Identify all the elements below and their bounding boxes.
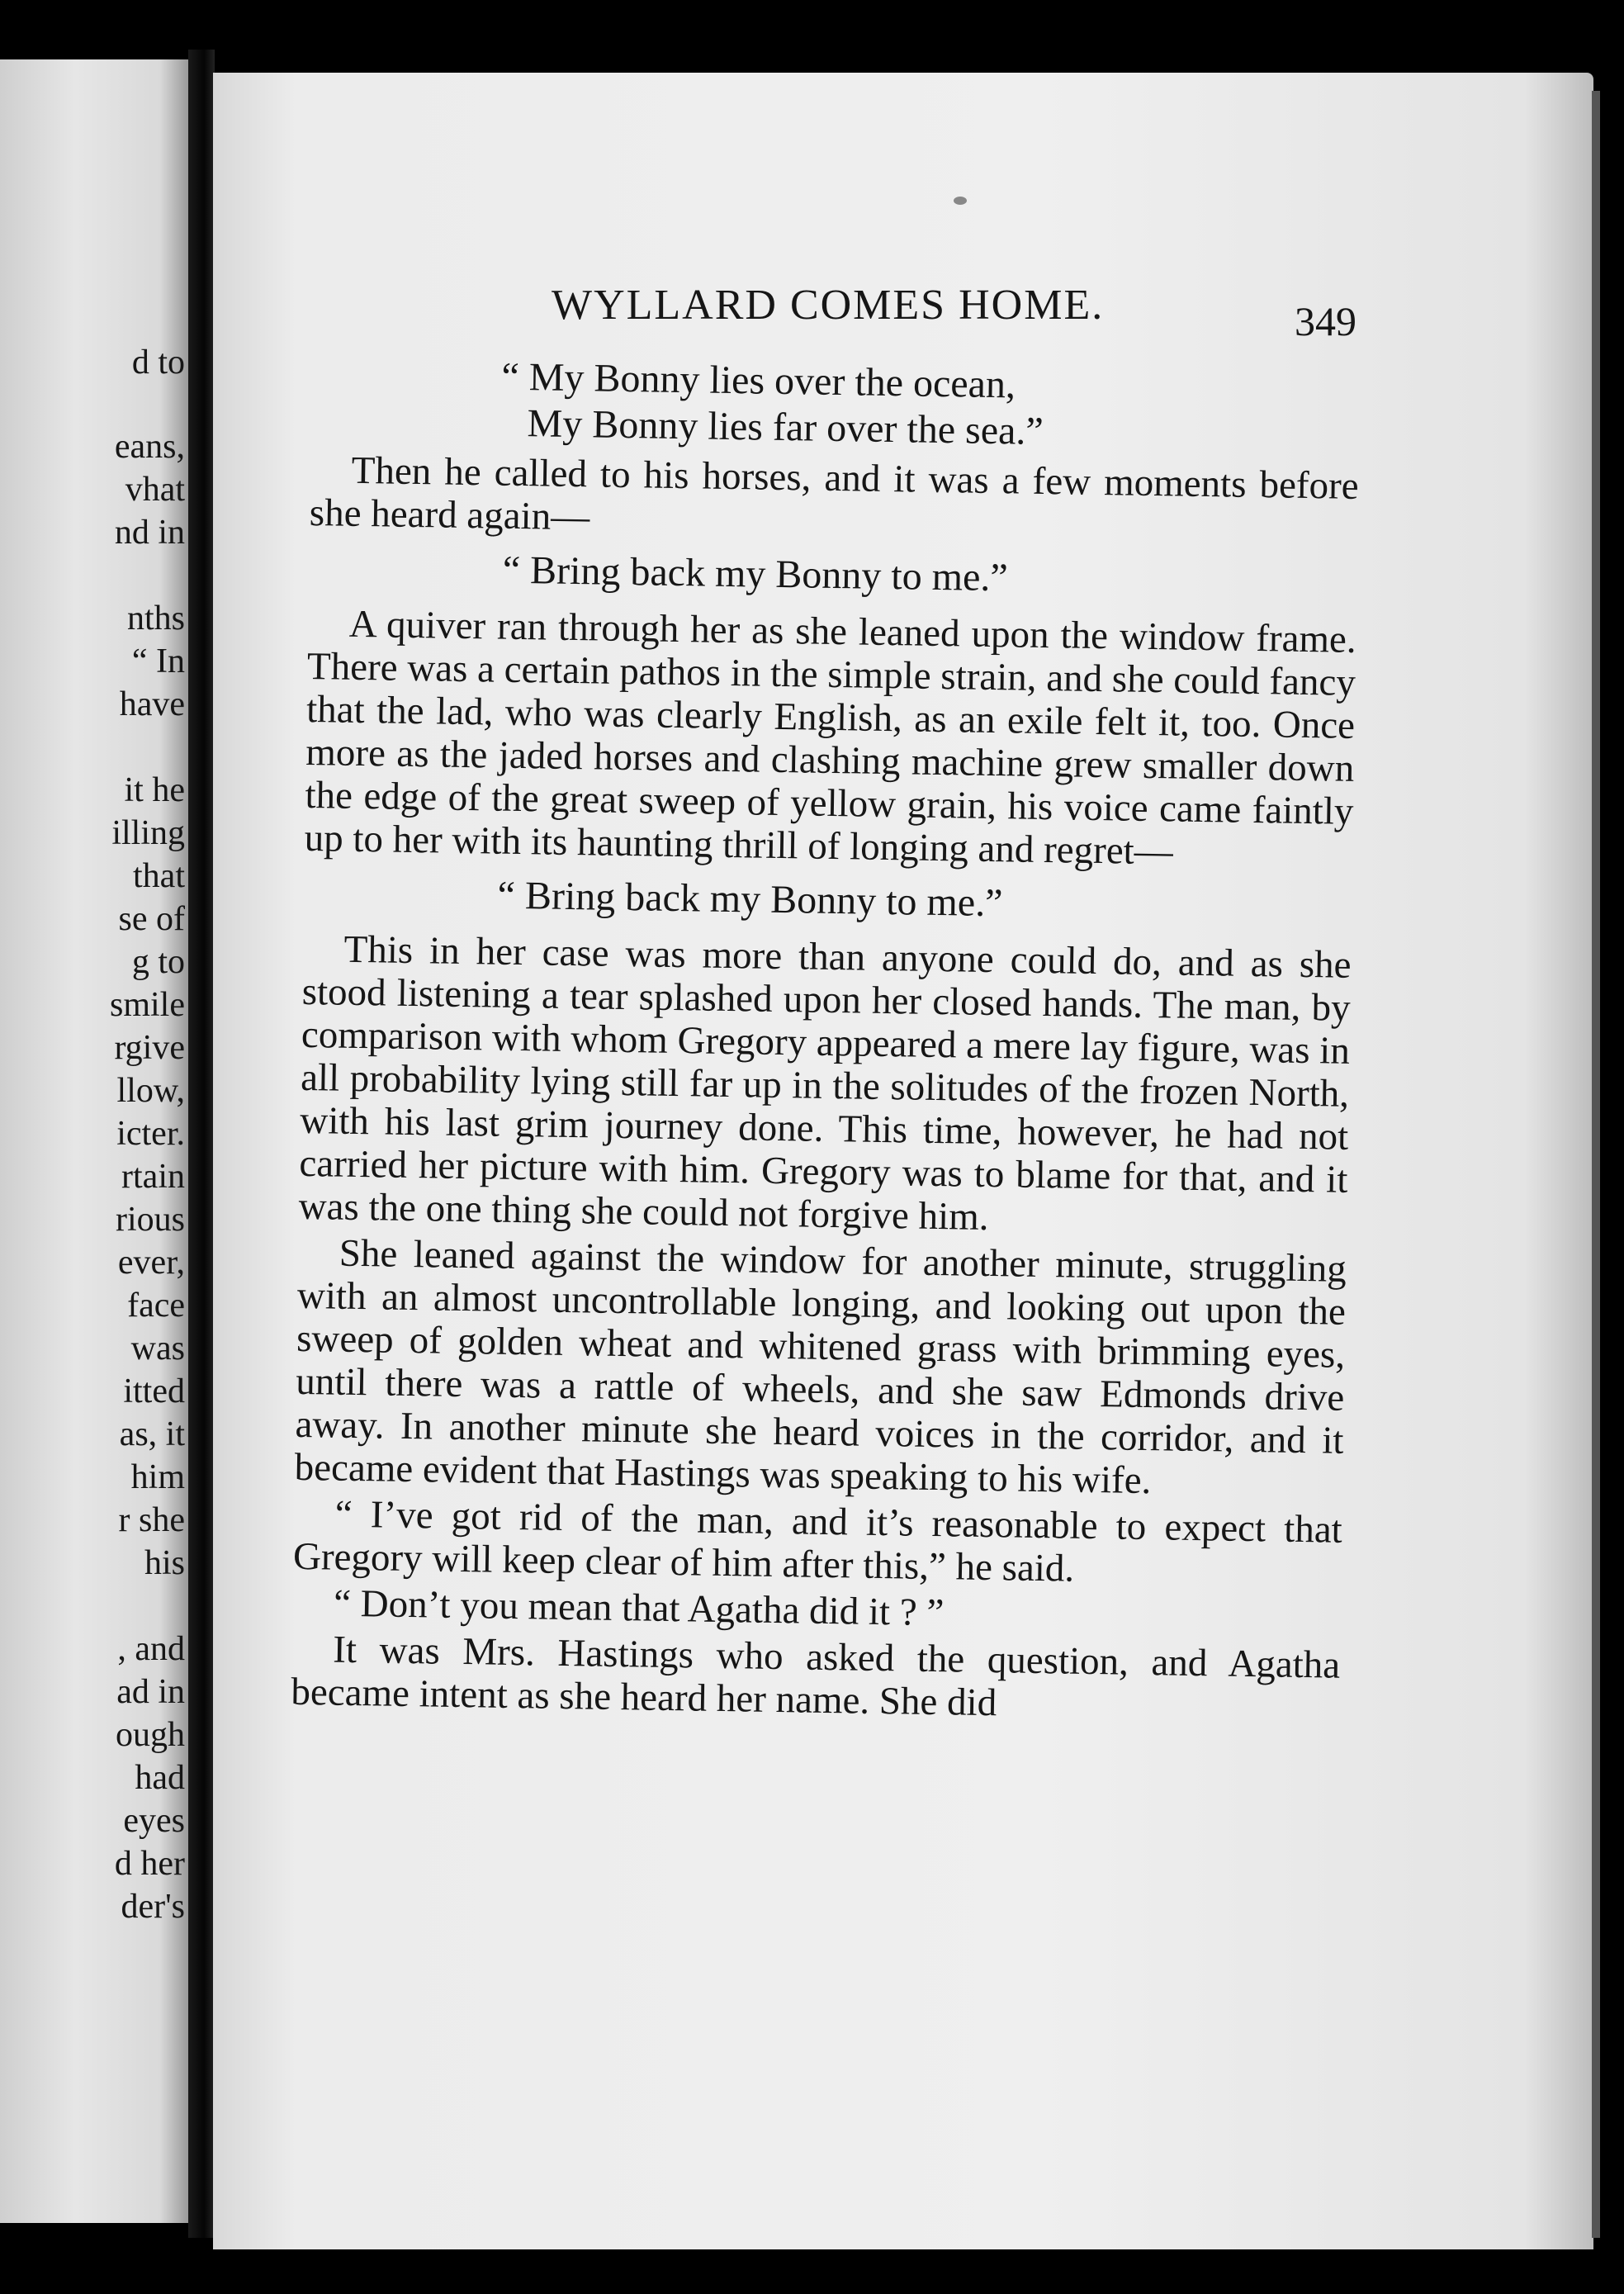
left-page-line-fragment: der's [121,1888,185,1926]
left-page-line-fragment: itted [123,1372,185,1410]
left-page-line-fragment: as, it [119,1415,185,1453]
left-page-line-fragment: se of [118,900,185,938]
left-page-line-fragment: his [144,1544,185,1582]
left-page-line-fragment: ever, [117,1244,185,1282]
song-verse [310,351,1361,460]
left-page-line-fragment: smile [110,986,185,1024]
page-number: 349 [1295,298,1356,344]
left-page-line-fragment: ad in [116,1673,185,1711]
paragraph: “ I’ve got rid of the man, and it’s reasonable to expect that Gregory will keep clear of him after this,” he said. [292,1492,1343,1590]
left-page-line-fragment: that [133,857,185,895]
paragraph: She leaned against the window for another minute, struggling with an almost uncontrollable longing, and looking out upon the sweep of golden wheat and whitened grass with brimming eyes, until there was a rattle of wheels, and she saw Edmonds drive away. In another minute she heard voices in the corridor, and it became evident that Hastings was speaking to his wife. [294,1231,1347,1503]
paragraph: A quiver ran through her as she leaned upon the window frame. There was a certain pathos in the simple strain, and she could fancy that the lad, who was clearly English, as an exile felt it, too. Once more as the jaded horses and clashing machine grew smaller down the edge of the great sweep of yellow grain, his voice came faintly up to her with its haunting thrill of longing and regret— [304,602,1357,874]
paragraph: “ Don’t you mean that Agatha did it ? ” [333,1581,945,1635]
left-page-line-fragment: llow, [116,1072,185,1110]
verse-line: My Bonny lies far over the sea.” [527,401,1044,453]
left-page-line-fragment: icter. [116,1115,185,1153]
left-page-line-fragment: rious [116,1201,185,1239]
left-facing-page [0,59,188,2223]
left-page-line-fragment: was [130,1329,185,1367]
left-page-line-fragment: “ In [131,642,185,680]
page-body [291,351,1361,1730]
left-page-line-fragment: r she [118,1501,185,1539]
left-page-line-fragment: him [130,1458,185,1496]
left-page-line-fragment: rgive [114,1029,185,1067]
left-page-line-fragment: eyes [123,1802,185,1840]
left-page-line-fragment: d to [131,344,185,382]
left-page-line-fragment: face [127,1287,185,1325]
page-edge [1592,91,1600,2238]
verse-line: “ My Bonny lies over the ocean, [501,354,1016,407]
running-head: WYLLARD COMES HOME. [552,282,1105,329]
left-page-line-fragment: had [135,1759,185,1797]
left-page-line-fragment: ough [116,1716,185,1754]
ink-speck [954,197,967,205]
paragraph: This in her case was more than anyone could do, and as she stood listening a tear splashed upon her closed hands. The man, by comparison with whom Gregory appeared a mere lay figure, was in all probability lying still far up in the solitudes of the frozen North, with his last grim journey done. This time, however, he had not carried her picture with him. Gregory was to blame for that, and it was the one thing she could not forgive him. [298,927,1352,1239]
song-refrain: “ Bring back my Bonny to me.” [497,873,1003,926]
left-page-line-fragment: nd in [114,514,185,552]
left-page-line-fragment: nths [126,600,185,637]
left-page-line-fragment: have [119,685,185,723]
left-page-line-fragment: it he [124,771,185,809]
left-page-line-fragment: rtain [121,1158,185,1196]
left-page-line-fragment: , and [117,1630,185,1668]
left-page-line-fragment: illing [111,814,185,852]
song-refrain: “ Bring back my Bonny to me.” [502,547,1009,600]
left-page-line-fragment: vhat [125,471,185,509]
left-page-line-fragment: g to [131,943,185,981]
left-page-line-fragment: eans, [114,428,185,466]
book-gutter [188,50,215,2238]
paragraph: Then he called to his horses, and it was a few moments before she heard again— [309,448,1359,539]
paragraph: It was Mrs. Hastings who asked the question, and Agatha became intent as she heard her name. She did [291,1628,1341,1725]
left-page-line-fragment: d her [114,1845,185,1883]
